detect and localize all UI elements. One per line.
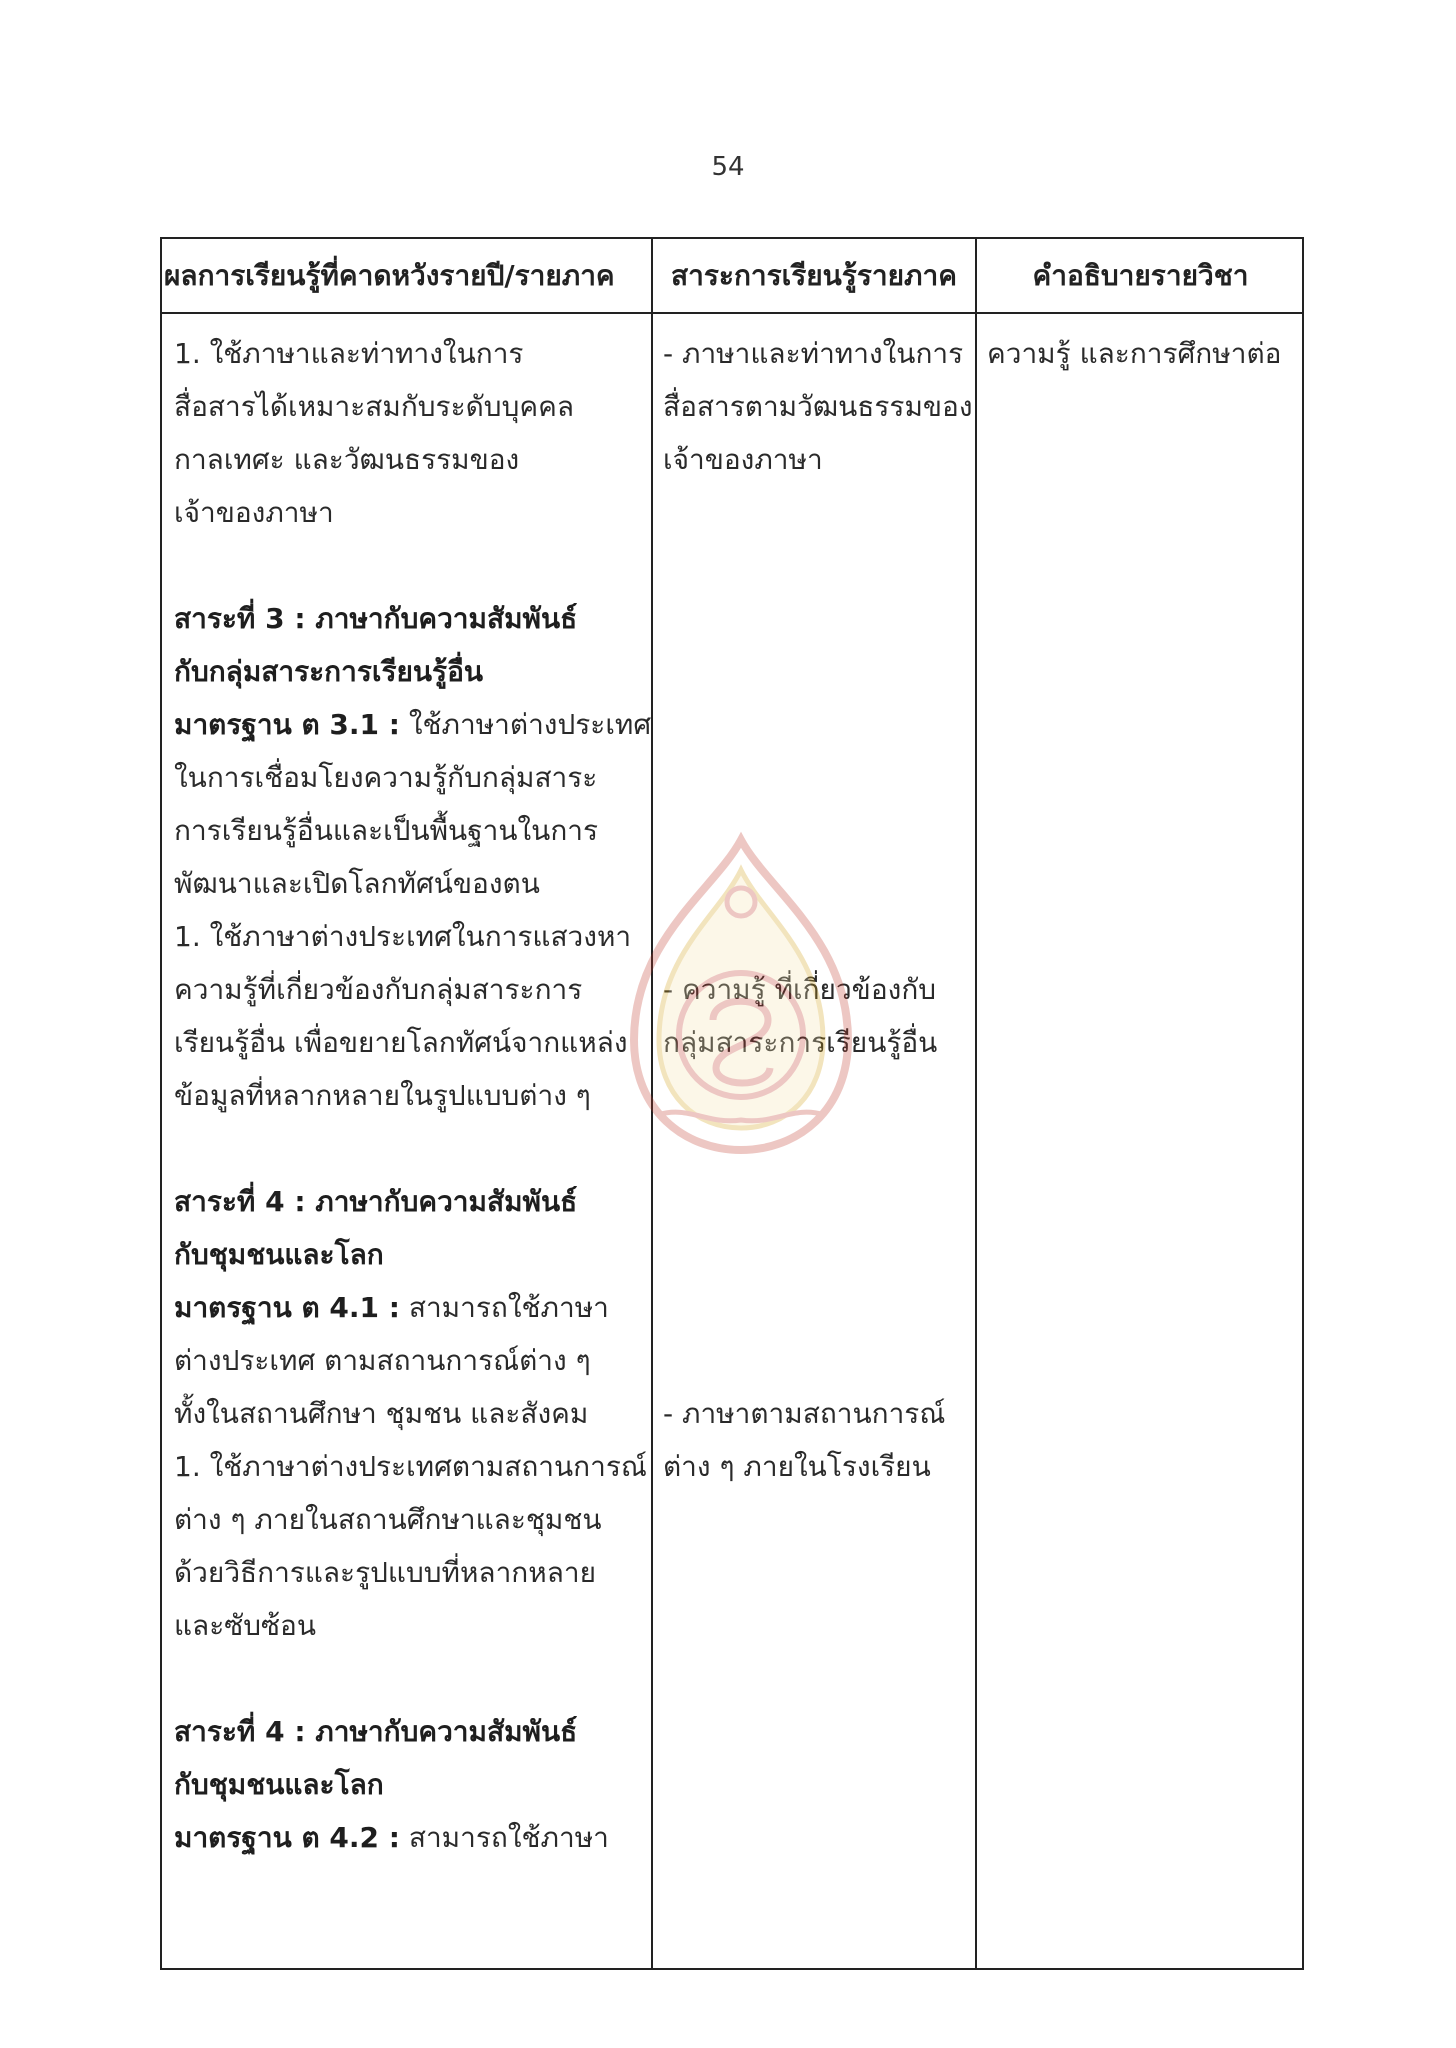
standard-text: ใช้ภาษาต่างประเทศ bbox=[399, 708, 652, 741]
standard-line bbox=[174, 698, 652, 751]
standard-label: มาตรฐาน ต 4.1 : bbox=[174, 1291, 400, 1324]
content-line: กลุ่มสาระการเรียนรู้อื่น bbox=[663, 1026, 938, 1059]
strand-title: สาระที่ 4 : ภาษากับความสัมพันธ์ bbox=[174, 1715, 578, 1748]
standard-line: ทั้งในสถานศึกษา ชุมชน และสังคม bbox=[174, 1397, 589, 1430]
outcome-line: เรียนรู้อื่น เพื่อขยายโลกทัศน์จากแหล่ง bbox=[174, 1026, 628, 1059]
standard-line bbox=[174, 1811, 643, 1864]
description-line: ความรู้ และการศึกษาต่อ bbox=[987, 337, 1282, 370]
curriculum-table bbox=[160, 237, 1304, 1970]
strand-title: กับชุมชนและโลก bbox=[174, 1238, 384, 1271]
outcome-line: ด้วยวิธีการและรูปแบบที่หลากหลาย bbox=[174, 1556, 596, 1589]
content-line: - ภาษาและท่าทางในการ bbox=[663, 337, 964, 370]
outcome-line: สื่อสารได้เหมาะสมกับระดับบุคคล bbox=[174, 390, 574, 423]
outcome-line: 1. ใช้ภาษาต่างประเทศในการแสวงหา bbox=[174, 920, 632, 953]
outcome-line: 1. ใช้ภาษาและท่าทางในการ bbox=[174, 337, 524, 370]
standard-line: พัฒนาและเปิดโลกทัศน์ของตน bbox=[174, 867, 540, 900]
content-column bbox=[653, 314, 975, 1968]
content-line: สื่อสารตามวัฒนธรรมของ bbox=[663, 390, 973, 423]
standard-line: การเรียนรู้อื่นและเป็นพื้นฐานในการ bbox=[174, 814, 599, 847]
description-column bbox=[977, 314, 1304, 1968]
standard-line: ต่างประเทศ ตามสถานการณ์ต่าง ๆ bbox=[174, 1344, 591, 1377]
outcome-line: ข้อมูลที่หลากหลายในรูปแบบต่าง ๆ bbox=[174, 1079, 591, 1112]
header-course-description: คำอธิบายรายวิชา bbox=[1032, 259, 1249, 292]
strand-title: สาระที่ 4 : ภาษากับความสัมพันธ์ bbox=[174, 1185, 578, 1218]
content-line: ต่าง ๆ ภายในโรงเรียน bbox=[663, 1450, 931, 1483]
table-header-row bbox=[162, 239, 1302, 314]
content-line: - ภาษาตามสถานการณ์ bbox=[663, 1397, 946, 1430]
content-line: - ความรู้ ที่เกี่ยวข้องกับ bbox=[663, 973, 937, 1006]
header-expected-outcomes: ผลการเรียนรู้ที่คาดหวังรายปี/รายภาค bbox=[164, 259, 615, 292]
strand-title: สาระที่ 3 : ภาษากับความสัมพันธ์ bbox=[174, 602, 578, 635]
standard-line bbox=[174, 1281, 643, 1334]
outcome-line: เจ้าของภาษา bbox=[174, 496, 334, 529]
header-learning-content: สาระการเรียนรู้รายภาค bbox=[671, 259, 957, 292]
standard-label: มาตรฐาน ต 3.1 : bbox=[174, 708, 400, 741]
outcome-line: และซับซ้อน bbox=[174, 1609, 316, 1642]
outcome-line: กาลเทศะ และวัฒนธรรมของ bbox=[174, 443, 520, 476]
standard-text: สามารถใช้ภาษา bbox=[399, 1821, 609, 1854]
outcome-line: 1. ใช้ภาษาต่างประเทศตามสถานการณ์ bbox=[174, 1450, 647, 1483]
strand-title: กับกลุ่มสาระการเรียนรู้อื่น bbox=[174, 655, 484, 688]
standard-line: ในการเชื่อมโยงความรู้กับกลุ่มสาระ bbox=[174, 761, 598, 794]
outcomes-column bbox=[162, 314, 651, 1968]
standard-label: มาตรฐาน ต 4.2 : bbox=[174, 1821, 400, 1854]
strand-title: กับชุมชนและโลก bbox=[174, 1768, 384, 1801]
outcome-line: ความรู้ที่เกี่ยวข้องกับกลุ่มสาระการ bbox=[174, 973, 583, 1006]
outcome-line: ต่าง ๆ ภายในสถานศึกษาและชุมชน bbox=[174, 1503, 602, 1536]
page-number: 54 bbox=[711, 152, 745, 182]
standard-text: สามารถใช้ภาษา bbox=[399, 1291, 609, 1324]
content-line: เจ้าของภาษา bbox=[663, 443, 823, 476]
